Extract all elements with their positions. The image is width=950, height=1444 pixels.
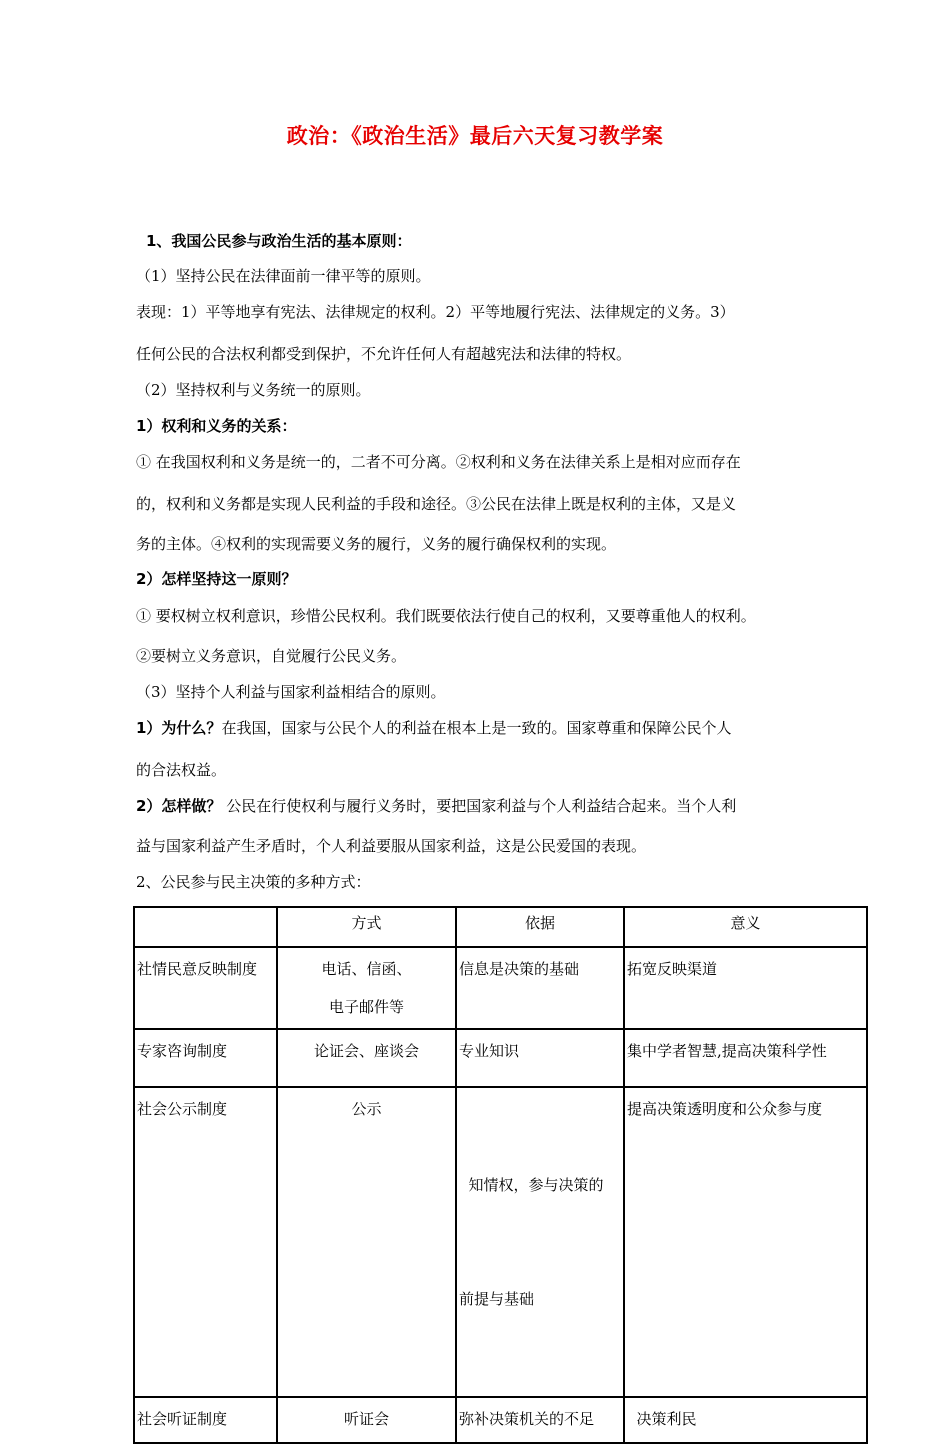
relation-text-b: 的，权利和义务都是实现人民利益的手段和途径。③公民在法律上既是权利的主体，又是义 <box>136 495 737 513</box>
basis-cell: 专业知识 <box>456 1029 624 1087</box>
principle-3: （3）坚持个人利益与国家利益相结合的原则。 <box>136 683 446 701</box>
howdo-label: 2）怎样做？ <box>136 797 222 815</box>
meaning-cell: 拓宽反映渠道 <box>624 947 867 1029</box>
how-heading: 2）怎样坚持这一原则？ <box>136 570 297 588</box>
principle-1-expression-a: 表现：1）平等地享有宪法、法律规定的权利。2）平等地履行宪法、法律规定的义务。3） <box>136 303 735 321</box>
howdo-text-b: 益与国家利益产生矛盾时，个人利益要服从国家利益，这是公民爱国的表现。 <box>136 837 647 855</box>
relation-text-a: ① 在我国权利和义务是统一的，二者不可分离。②权利和义务在法律关系上是相对应而存在 <box>136 453 741 471</box>
decision-methods-table <box>133 906 868 1444</box>
basis-cell: 信息是决策的基础 <box>456 947 624 1029</box>
table-row <box>134 1087 867 1397</box>
table-row <box>134 1397 867 1443</box>
table-row <box>134 1029 867 1087</box>
table-header-cell <box>134 907 277 947</box>
why-text-b: 的合法权益。 <box>136 761 227 779</box>
howdo-paragraph <box>136 796 736 816</box>
way-cell <box>277 947 456 1029</box>
meaning-cell: 提高决策透明度和公众参与度 <box>624 1087 867 1397</box>
table-header-cell: 依据 <box>456 907 624 947</box>
basis-cell <box>456 1087 624 1397</box>
meaning-cell: 决策利民 <box>624 1397 867 1443</box>
meaning-cell: 集中学者智慧,提高决策科学性 <box>624 1029 867 1087</box>
table-header-cell: 意义 <box>624 907 867 947</box>
table-header-cell: 方式 <box>277 907 456 947</box>
system-name-cell: 社会听证制度 <box>134 1397 277 1443</box>
principle-2: （2）坚持权利与义务统一的原则。 <box>136 381 371 399</box>
principle-1-expression-b: 任何公民的合法权利都受到保护，不允许任何人有超越宪法和法律的特权。 <box>136 345 632 363</box>
section2-heading: 2、公民参与民主决策的多种方式： <box>136 873 371 891</box>
why-label: 1）为什么？ <box>136 719 222 737</box>
howdo-text-a: 公民在行使权利与履行义务时，要把国家利益与个人利益结合起来。当个人利 <box>221 797 737 815</box>
system-name-cell: 专家咨询制度 <box>134 1029 277 1087</box>
system-name-cell: 社情民意反映制度 <box>134 947 277 1029</box>
basis-line: 前提与基础 <box>459 1290 535 1308</box>
why-text-a: 在我国，国家与公民个人的利益在根本上是一致的。国家尊重和保障公民个人 <box>221 719 732 737</box>
basis-cell: 弥补决策机关的不足 <box>456 1397 624 1443</box>
how-text-b: ②要树立义务意识，自觉履行公民义务。 <box>136 647 407 665</box>
way-cell: 论证会、座谈会 <box>277 1029 456 1087</box>
relation-heading: 1）权利和义务的关系： <box>136 417 297 435</box>
way-line: 电子邮件等 <box>328 998 404 1016</box>
principle-1: （1）坚持公民在法律面前一律平等的原则。 <box>136 267 431 285</box>
relation-text-c: 务的主体。④权利的实现需要义务的履行，义务的履行确保权利的实现。 <box>136 535 617 553</box>
basis-line: 知情权，参与决策的 <box>459 1176 604 1194</box>
section1-heading: 1、我国公民参与政治生活的基本原则： <box>146 232 412 250</box>
how-text-a: ① 要权树立权利意识，珍惜公民权利。我们既要依法行使自己的权利，又要尊重他人的权利。 <box>136 607 756 625</box>
way-cell: 听证会 <box>277 1397 456 1443</box>
table-header-row <box>134 907 867 947</box>
why-paragraph <box>136 718 731 738</box>
page-title: 政治：《政治生活》最后六天复习教学案 <box>286 124 664 148</box>
way-cell: 公示 <box>277 1087 456 1397</box>
way-line: 电话、信函、 <box>321 960 412 978</box>
system-name-cell: 社会公示制度 <box>134 1087 277 1397</box>
table-row <box>134 947 867 1029</box>
